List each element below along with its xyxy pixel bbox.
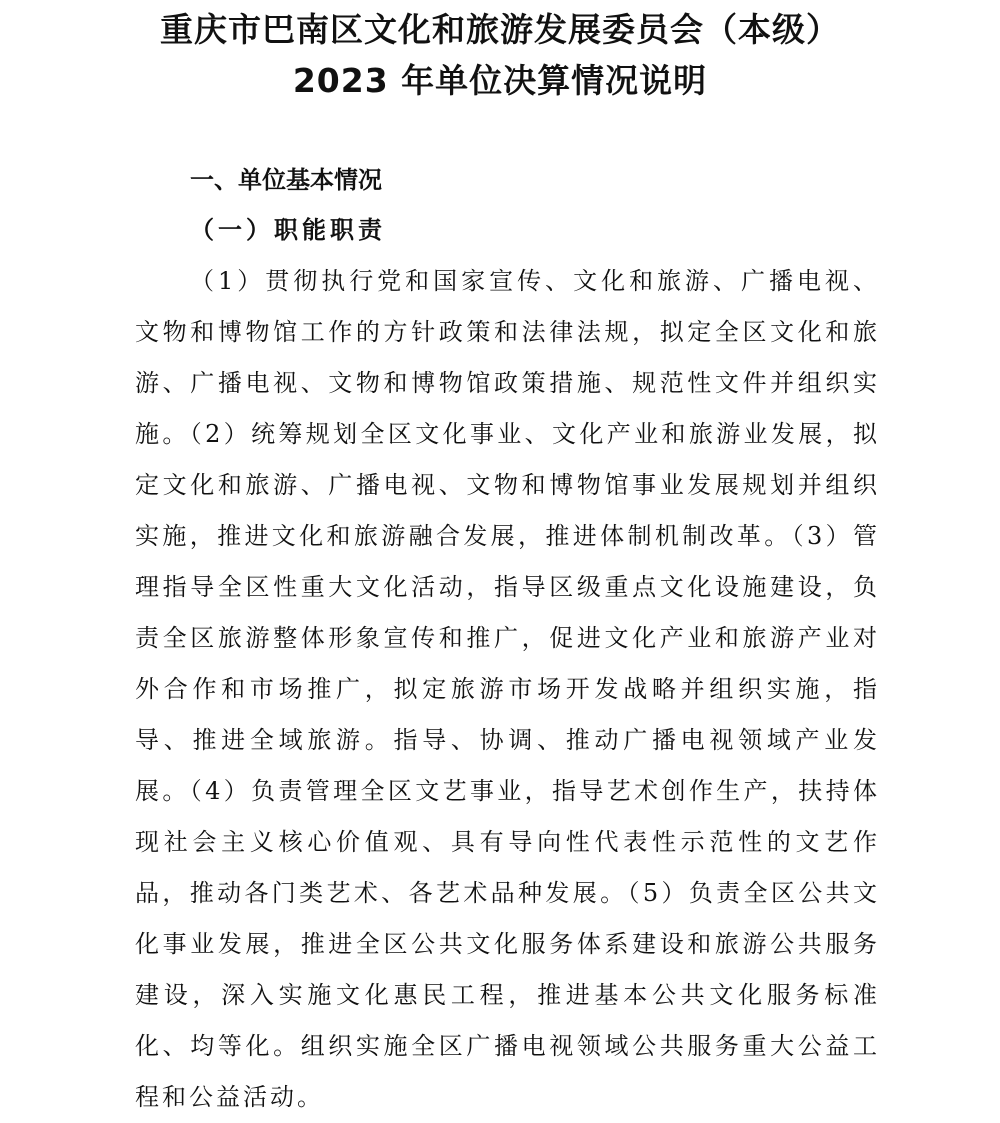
section-heading: 一、单位基本情况 (190, 166, 382, 194)
subsection-heading: （一）职能职责 (190, 215, 386, 244)
document-title-line2: 2023 年单位决算情况说明 (292, 61, 708, 100)
document-title-line1: 重庆市巴南区文化和旅游发展委员会（本级） (160, 10, 840, 49)
body-paragraph: （1）贯彻执行党和国家宣传、文化和旅游、广播电视、文物和博物馆工作的方针政策和法律法规，拟定全区文化和旅游、广播电视、文物和博物馆政策措施、规范性文件并组织实施。（2）统筹规划全区文化事业、文化产业和旅游业发展，拟定文化和旅游、广播电视、文物和博物馆事业发展规划并组织实施，推进文化和旅游融合发展，推进体制机制改革。（3）管理指导全区性重大文化活动，指导区级重点文化设施建设，负责全区旅游整体形象宣传和推广，促进文化产业和旅游产业对外合作和市场推广，拟定旅游市场开发战略并组织实施，指导、推进全域旅游。指导、协调、推动广播电视领域产业发展。（4）负责管理全区文艺事业，指导艺术创作生产，扶持体现社会主义核心价值观、具有导向性代表性示范性的文艺作品，推动各门类艺术、各艺术品种发展。（5）负责全区公共文化事业发展，推进全区公共文化服务体系建设和旅游公共服务建设，深入实施文化惠民工程，推进基本公共文化服务标准化、均等化。组织实施全区广播电视领域公共服务重大公益工程和公益活动。 (135, 267, 880, 1111)
